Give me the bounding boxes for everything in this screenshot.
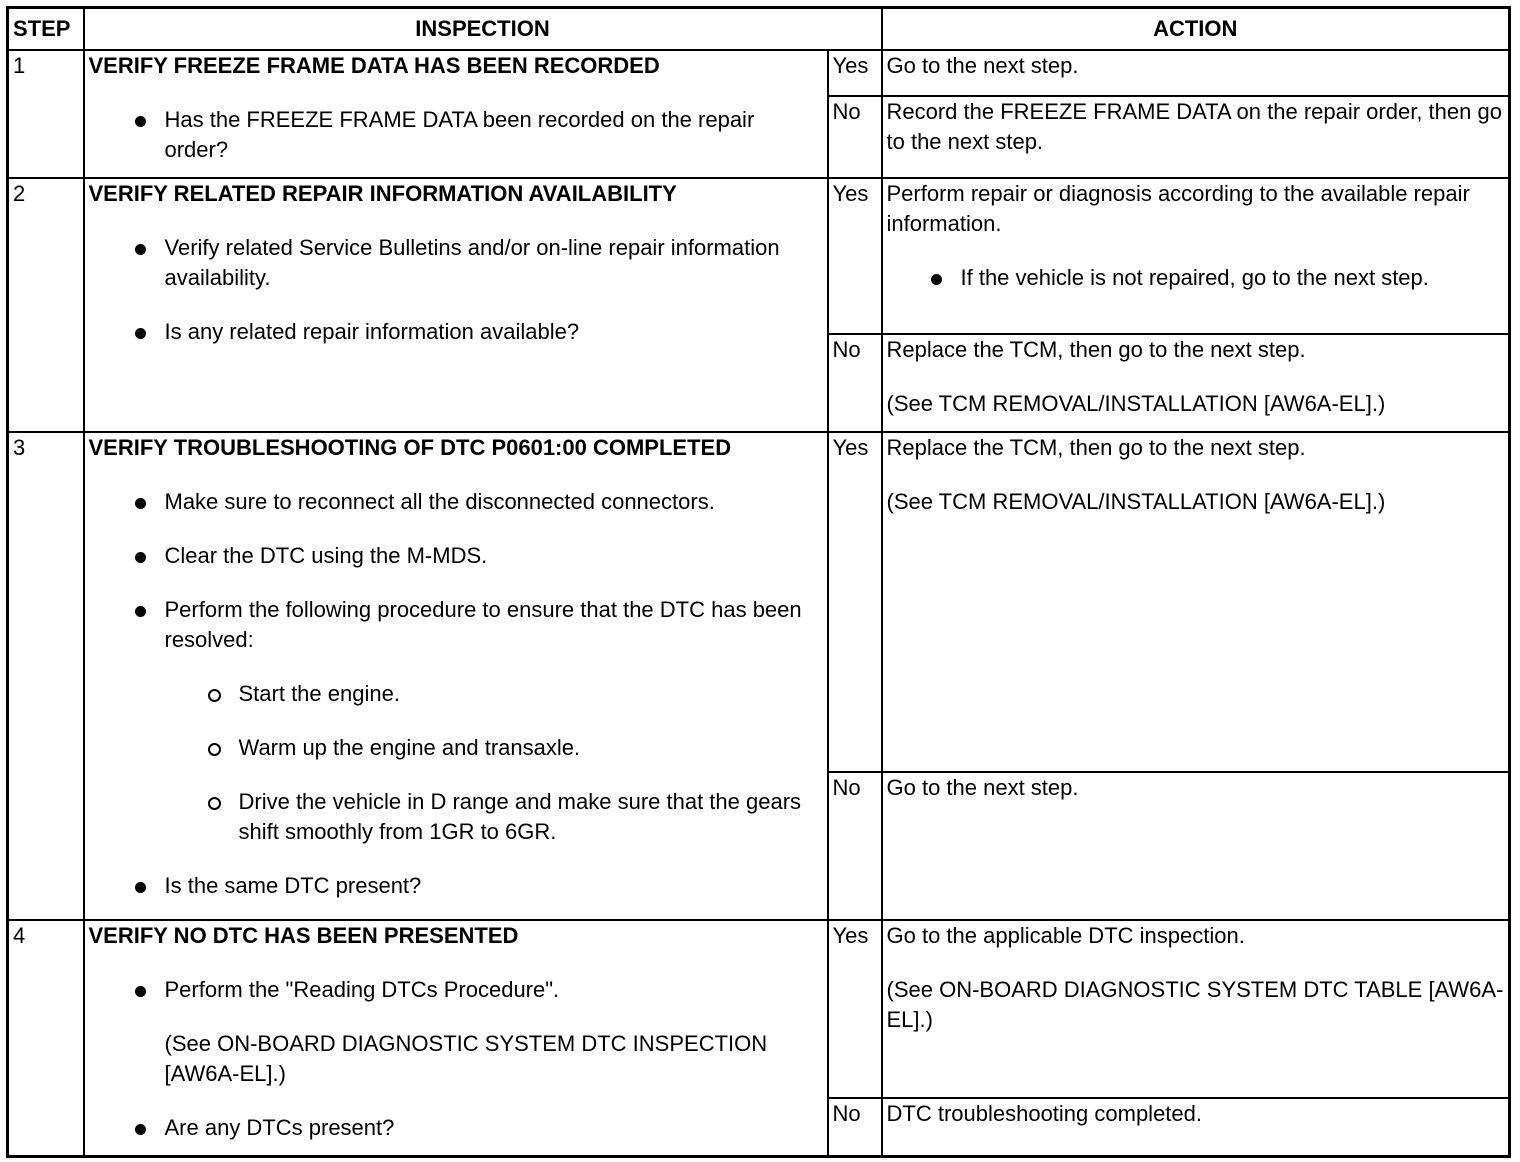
step-number: 3 [8,432,84,920]
no-label: No [828,772,882,920]
step-title: VERIFY TROUBLESHOOTING OF DTC P0601:00 COMPLETED [88,435,732,460]
yes-action-cell [882,920,1510,1098]
inspection-cell [84,50,828,178]
yes-label: Yes [828,178,882,334]
bullet-icon [135,986,146,997]
no-action: Replace the TCM, then go to the next step. [886,337,1306,362]
yes-action-cell [882,432,1510,772]
no-label: No [828,96,882,178]
no-action: DTC troubleshooting completed. [882,1098,1510,1156]
sub-list-item: Drive the vehicle in D range and make sure that the gears shift smoothly from 1GR to 6GR. [89,787,823,847]
reference-note: (See ON-BOARD DIAGNOSTIC SYSTEM DTC INSPECTION [AW6A-EL].) [164,1031,768,1086]
inspection-cell [84,178,828,432]
step-number: 1 [8,50,84,178]
yes-action-cell [882,178,1510,334]
bullet-icon [135,606,146,617]
yes-label: Yes [828,432,882,772]
bullet-icon [135,244,146,255]
table-row [8,432,1510,772]
bullet-icon [135,498,146,509]
step-column-header: STEP [8,8,84,51]
step-number: 2 [8,178,84,432]
list-item: Verify related Service Bulletins and/or on-line repair information availability. [89,233,823,293]
inspection-cell [84,432,828,920]
diagnostic-procedure-page [6,6,1511,1158]
action-column-header: ACTION [882,8,1510,51]
reference-note: (See ON-BOARD DIAGNOSTIC SYSTEM DTC TABLE [AW6A-EL].) [886,977,1504,1032]
step-title: VERIFY NO DTC HAS BEEN PRESENTED [88,923,519,948]
list-item: Perform the following procedure to ensure that the DTC has been resolved: [89,595,823,655]
yes-action: Go to the next step. [882,50,1510,96]
bullet-icon [135,116,146,127]
circle-bullet-icon [208,797,221,810]
inspection-cell [84,920,828,1156]
yes-label: Yes [828,50,882,96]
list-item: Is the same DTC present? [89,871,823,901]
no-action: Record the FREEZE FRAME DATA on the repair order, then go to the next step. [882,96,1510,178]
list-item: Clear the DTC using the M-MDS. [89,541,823,571]
sub-list-item: Start the engine. [89,679,823,709]
no-action: Go to the next step. [882,772,1510,920]
table-row [8,50,1510,96]
circle-bullet-icon [208,743,221,756]
bullet-icon [135,552,146,563]
table-row [8,920,1510,1098]
list-item: Has the FREEZE FRAME DATA been recorded on the repair order? [89,105,823,165]
list-item: Perform the "Reading DTCs Procedure". [89,975,823,1005]
table-header-row [8,8,1510,51]
step-title: VERIFY RELATED REPAIR INFORMATION AVAILABILITY [88,181,677,206]
list-item: Is any related repair information available? [89,317,823,347]
yes-action: Go to the applicable DTC inspection. [886,923,1245,948]
sub-list-item: Warm up the engine and transaxle. [89,733,823,763]
list-item: Make sure to reconnect all the disconnected connectors. [89,487,823,517]
step-title: VERIFY FREEZE FRAME DATA HAS BEEN RECORDED [88,53,660,78]
list-item: If the vehicle is not repaired, go to the next step. [887,263,1505,293]
yes-label: Yes [828,920,882,1098]
yes-action: Perform repair or diagnosis according to the available repair information. [886,181,1470,236]
inspection-column-header: INSPECTION [84,8,882,51]
reference-note: (See TCM REMOVAL/INSTALLATION [AW6A-EL].) [886,391,1386,416]
list-item: Are any DTCs present? [89,1113,823,1143]
step-number: 4 [8,920,84,1156]
no-action-cell [882,334,1510,432]
bullet-icon [931,274,942,285]
no-label: No [828,1098,882,1156]
reference-note: (See TCM REMOVAL/INSTALLATION [AW6A-EL].) [886,489,1386,514]
bullet-icon [135,882,146,893]
table-row [8,178,1510,334]
bullet-icon [135,328,146,339]
circle-bullet-icon [208,689,221,702]
yes-action: Replace the TCM, then go to the next step. [886,435,1306,460]
diagnostic-procedure-table [6,6,1511,1158]
bullet-icon [135,1124,146,1135]
no-label: No [828,334,882,432]
